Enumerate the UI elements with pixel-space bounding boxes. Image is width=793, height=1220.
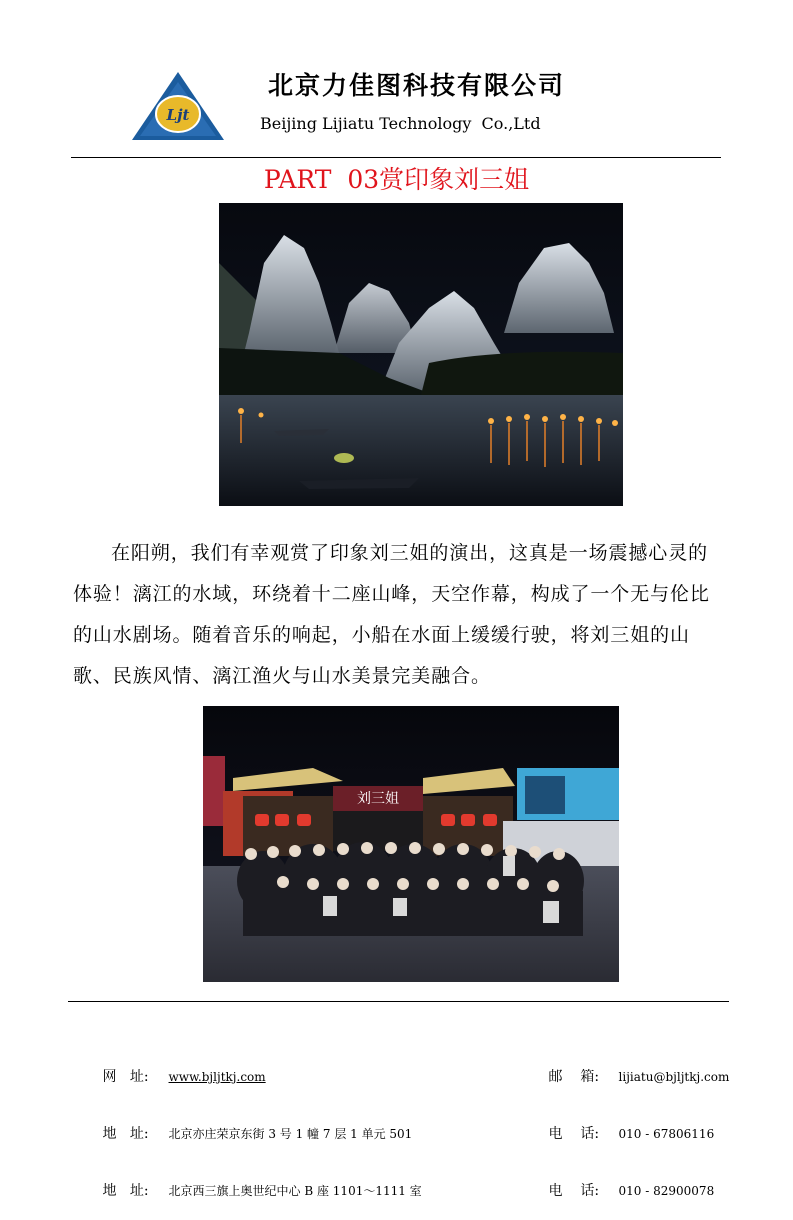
email-value[interactable]: lijiatu@bjljtkj.com bbox=[618, 1070, 730, 1084]
header-divider bbox=[71, 157, 721, 158]
address-value: 北京亦庄荣京东街 3 号 1 幢 7 层 1 单元 501 bbox=[168, 1127, 413, 1141]
footer-contact-left bbox=[86, 1011, 422, 1201]
website-link[interactable]: www.bjljtkj.com bbox=[168, 1070, 266, 1084]
address-label: 地 址: bbox=[102, 1183, 149, 1199]
phone-label: 电 话: bbox=[548, 1126, 600, 1142]
logo-text: Ljt bbox=[166, 106, 190, 124]
footer-email-row bbox=[532, 1049, 730, 1085]
company-name-en: Beijing Lijiatu Technology Co.,Ltd bbox=[260, 114, 541, 133]
company-logo bbox=[130, 70, 226, 142]
group-photo bbox=[203, 706, 619, 982]
phone-label: 电 话: bbox=[548, 1183, 600, 1199]
stage-sign-text: 刘三姐 bbox=[357, 791, 399, 807]
footer-website-row bbox=[86, 1049, 422, 1085]
phone-value: 010 - 67806116 bbox=[618, 1127, 715, 1141]
section-title: PART 03赏印象刘三姐 bbox=[263, 165, 530, 194]
footer-divider bbox=[68, 1001, 729, 1002]
company-name-cn: 北京力佳图科技有限公司 bbox=[268, 71, 566, 100]
website-label: 网 址: bbox=[102, 1069, 149, 1085]
footer-contact-right bbox=[532, 1011, 729, 1201]
footer-address-row bbox=[86, 1106, 422, 1142]
phone-value: 010 - 82900078 bbox=[618, 1184, 715, 1198]
footer-address-row bbox=[86, 1163, 422, 1199]
landscape-performance-photo bbox=[219, 203, 623, 506]
address-value: 北京西三旗上奥世纪中心 B 座 1101～1111 室 bbox=[168, 1184, 422, 1198]
address-label: 地 址: bbox=[102, 1126, 149, 1142]
footer-phone-row bbox=[532, 1106, 729, 1142]
email-label: 邮 箱: bbox=[548, 1069, 600, 1085]
article-paragraph: 在阳朔，我们有幸观赏了印象刘三姐的演出，这真是一场震撼心灵的体验！漓江的水域，环绕着十二座山峰，天空作幕，构成了一个无与伦比的山水剧场。随着音乐的响起，小船在水面上缓缓行驶，将刘三姐的山歌、民族风情、漓江渔火与山水美景完美融合。 bbox=[73, 542, 710, 687]
footer-phone-row bbox=[532, 1163, 729, 1199]
